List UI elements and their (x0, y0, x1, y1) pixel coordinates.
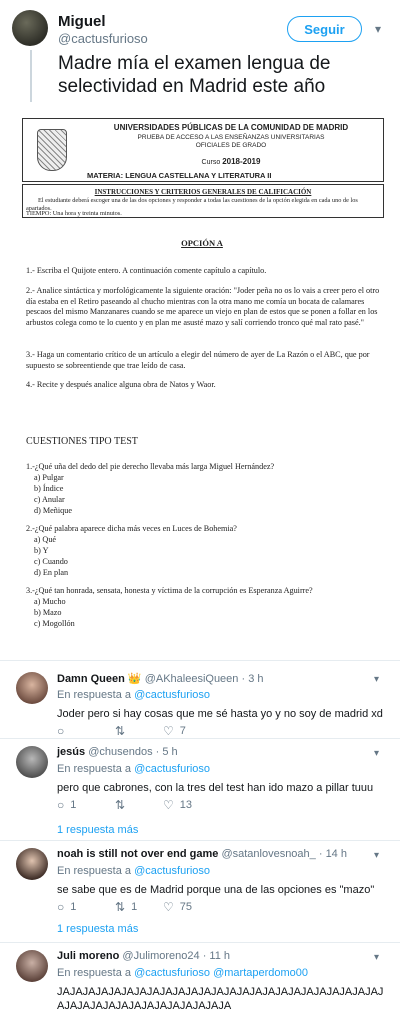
author-handle[interactable]: @cactusfurioso (58, 31, 148, 46)
avatar[interactable] (16, 746, 48, 778)
heart-icon: ♡ (163, 724, 174, 738)
divider (0, 738, 400, 739)
reply-author (57, 746, 178, 758)
test-section-title: CUESTIONES TIPO TEST (26, 436, 138, 447)
exam-subtitle-line1: PRUEBA DE ACCESO A LAS ENSEÑANZAS UNIVERSITARIAS (137, 134, 325, 141)
reply-icon: ○ (57, 798, 65, 812)
chevron-down-icon[interactable]: ▾ (375, 22, 382, 36)
reply-actions (57, 900, 257, 914)
avatar[interactable] (16, 950, 48, 982)
in-reply-to (57, 763, 210, 775)
exam-subtitle-line2: OFICIALES DE GRADO (195, 142, 267, 149)
reply-button[interactable] (57, 798, 76, 812)
retweet-button[interactable] (115, 724, 131, 738)
instructions-title: INSTRUCCIONES Y CRITERIOS GENERALES DE CALIFICACIÓN (94, 188, 312, 196)
like-count: 75 (179, 901, 193, 913)
test-question-1: 1.-¿Qué uña del dedo del pie derecho llevaba más larga Miguel Hernández? (26, 462, 275, 471)
test-1-option: a) Pulgar (34, 473, 64, 482)
reply-author (57, 848, 347, 860)
like-count: 13 (179, 799, 193, 811)
reply-author-handle[interactable]: @Julimoreno24 (122, 950, 200, 962)
in-reply-to (57, 967, 308, 979)
test-1-option: c) Anular (34, 495, 65, 504)
tweet-text: Madre mía el examen lengua de selectividad en Madrid este año (58, 53, 331, 97)
reply-icon: ○ (57, 900, 65, 914)
chevron-down-icon[interactable]: ▾ (374, 952, 380, 963)
reply-author-handle[interactable]: @chusendos (88, 746, 153, 758)
in-reply-link[interactable]: @cactusfurioso (134, 865, 211, 877)
reply-actions (57, 724, 257, 738)
reply-text: JAJAJAJAJAJAJAJAJAJAJAJAJAJAJAJAJAJAJAJAJAJAJAJAJAJAJAJAJAJAJAJAJAJAJAJAJAJAJA (57, 986, 384, 1012)
reply-button[interactable] (57, 900, 76, 914)
author-name[interactable]: Miguel (58, 13, 106, 30)
test-question-3: 3.-¿Qué tan honrada, sensata, honesta y víctima de la corrupción es Esperanza Aguirre? (26, 586, 313, 595)
exam-subtitle (83, 134, 379, 150)
reply-count: 1 (70, 799, 77, 811)
exam-option-title: OPCIÓN A (181, 238, 223, 248)
divider (0, 942, 400, 943)
in-reply-prefix: En respuesta a (57, 689, 131, 701)
tweet-header (0, 0, 400, 50)
exam-curso (83, 157, 379, 166)
chevron-down-icon[interactable]: ▾ (374, 850, 380, 861)
retweet-button[interactable] (115, 900, 137, 914)
in-reply-prefix: En respuesta a (57, 763, 131, 775)
exam-image[interactable] (18, 118, 386, 638)
exam-instructions-box (22, 184, 384, 218)
chevron-down-icon[interactable]: ▾ (374, 674, 380, 685)
avatar[interactable] (16, 848, 48, 880)
in-reply-link[interactable]: @cactusfurioso (134, 763, 211, 775)
in-reply-to (57, 865, 210, 877)
reply-button[interactable] (57, 724, 70, 738)
in-reply-prefix: En respuesta a (57, 967, 131, 979)
test-1-option: b) Índice (34, 484, 64, 493)
heart-icon: ♡ (163, 798, 174, 812)
in-reply-prefix: En respuesta a (57, 865, 131, 877)
reply-icon: ○ (57, 724, 65, 738)
reply-actions (57, 798, 257, 812)
retweet-count: 1 (131, 901, 138, 913)
exam-university: UNIVERSIDADES PÚBLICAS DE LA COMUNIDAD DE MADRID (113, 123, 349, 132)
thread-line (30, 50, 32, 102)
test-2-option: a) Qué (34, 535, 57, 544)
more-replies-link[interactable]: 1 respuesta más (57, 923, 139, 935)
reply-author-name[interactable]: Damn Queen (57, 673, 125, 685)
reply-text: se sabe que es de Madrid porque una de las opciones es "mazo" (57, 884, 375, 896)
like-button[interactable] (163, 798, 192, 812)
reply-author-name[interactable]: noah is still not over end game (57, 848, 219, 860)
divider (0, 660, 400, 661)
reply-text: Joder pero si hay cosas que me sé hasta yo y no soy de madrid xd (57, 708, 383, 720)
in-reply-to (57, 689, 210, 701)
in-reply-link[interactable]: @cactusfurioso @martaperdomo00 (134, 967, 309, 979)
follow-button[interactable]: Seguir (287, 16, 362, 42)
reply-author-name[interactable]: Juli moreno (57, 950, 120, 962)
avatar[interactable] (12, 10, 48, 46)
retweet-icon: ⇅ (115, 724, 126, 738)
chevron-down-icon[interactable]: ▾ (374, 748, 380, 759)
crown-emoji-icon: 👑 (127, 673, 142, 685)
instructions-body: El estudiante deberá escoger una de las dos opciones y responder a todas las cuestiones de la opción elegida en cada uno de los apartados. (26, 197, 358, 212)
more-replies-link[interactable]: 1 respuesta más (57, 824, 139, 836)
test-3-option: b) Mazo (34, 608, 62, 617)
exam-question-3: 3.- Haga un comentario crítico de un artículo a elegir del número de ayer de La Razón o el ABC, que por supuesto se sobreentiende que trae leído de casa. (26, 350, 370, 370)
like-button[interactable] (163, 724, 186, 738)
reply-author (57, 672, 264, 685)
reply-author-handle[interactable]: @AKhaleesiQueen (144, 673, 239, 685)
reply-author-name[interactable]: jesús (57, 746, 86, 758)
reply-count: 1 (70, 901, 77, 913)
university-seal-icon (37, 129, 67, 171)
exam-materia: MATERIA: LENGUA CASTELLANA Y LITERATURA II (87, 171, 272, 180)
exam-question-1: 1.- Escriba el Quijote entero. A continuación comente capítulo a capítulo. (26, 266, 267, 275)
divider (0, 840, 400, 841)
reply-time[interactable]: · 14 h (318, 848, 347, 860)
test-3-option: a) Mucho (34, 597, 66, 606)
test-question-2: 2.-¿Qué palabra aparece dicha más veces en Luces de Bohemia? (26, 524, 237, 533)
like-button[interactable] (163, 900, 192, 914)
reply-time[interactable]: · 11 h (202, 950, 230, 962)
heart-icon: ♡ (163, 900, 174, 914)
exam-question-4: 4.- Recite y después analice alguna obra de Natos y Waor. (26, 380, 216, 389)
reply-text: pero que cabrones, con la tres del test han ido mazo a pillar tuuu (57, 782, 374, 794)
instructions-time: TIEMPO: Una hora y treinta minutos. (26, 210, 122, 217)
retweet-icon: ⇅ (115, 900, 126, 914)
reply-author-handle[interactable]: @satanlovesnoah_ (221, 848, 316, 860)
curso-label: Curso (201, 159, 221, 166)
retweet-button[interactable] (115, 798, 131, 812)
like-count: 7 (179, 725, 186, 737)
exam-header-box (22, 118, 384, 182)
test-3-option: c) Mogollón (34, 619, 75, 628)
exam-question-2: 2.- Analice sintáctica y morfológicamente la siguiente oración: "Joder peña no os lo vais a creer pero el otro día estaba en el Retiro paseando al chucho mientras con la otra mano me comía un bocata de calamares pescaos del mismo Manzanares cuando se me aparece un viejo en plan de estos que se ponen a follar en los arbustos colega como te lo cuento y en plan me asusté mazo y salí corriendo tronco qué mal rato pasé." (26, 286, 380, 327)
avatar[interactable] (16, 672, 48, 704)
in-reply-link[interactable]: @cactusfurioso (134, 689, 211, 701)
test-2-option: c) Cuando (34, 557, 68, 566)
reply-time[interactable]: · 5 h (155, 746, 178, 758)
reply-time[interactable]: · 3 h (241, 673, 264, 685)
curso-value: 2018-2019 (222, 157, 261, 166)
retweet-icon: ⇅ (115, 798, 126, 812)
test-2-option: b) Y (34, 546, 49, 555)
reply-author (57, 950, 230, 962)
test-2-option: d) En plan (34, 568, 69, 577)
test-1-option: d) Meñique (34, 506, 72, 515)
